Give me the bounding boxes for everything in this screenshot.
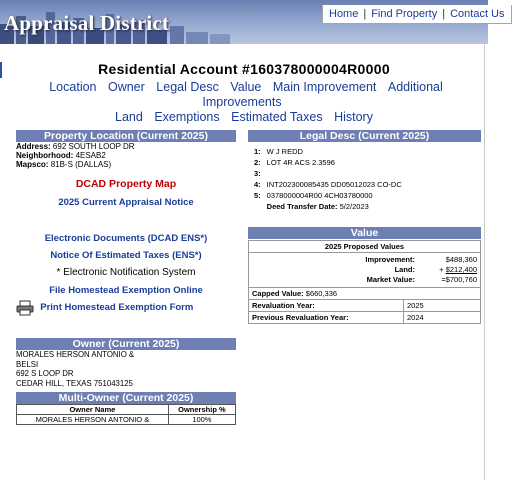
multi-owner-header: Multi-Owner (Current 2025): [16, 392, 236, 404]
owner-line: 692 S LOOP DR: [16, 369, 74, 378]
section-tabs: [14, 80, 474, 125]
appraisal-notice-wrap: [16, 197, 236, 208]
tab-owner[interactable]: Owner: [107, 80, 145, 94]
legal-line-num: 1:: [254, 147, 261, 156]
market-value: =$700,760: [441, 275, 477, 284]
capped-value: $660,336: [305, 289, 338, 298]
revaluation-year-value: 2025: [404, 300, 481, 312]
proposed-values-label: 2025 Proposed Values: [249, 241, 481, 253]
homestead-wrap: [16, 285, 236, 296]
legal-line: [248, 146, 402, 157]
deed-transfer-date: 5/2/2023: [339, 202, 369, 211]
legal-line-text: INT202300085435 DD05012023 CO-DC: [266, 180, 402, 189]
value-panel: [248, 227, 481, 324]
nav-find-property-link[interactable]: Find Property: [371, 8, 438, 20]
owner-name-column-header: Owner Name: [17, 405, 169, 415]
tab-land[interactable]: Land: [115, 110, 143, 124]
capped-value-label: Capped Value:: [252, 289, 304, 298]
tab-value[interactable]: Value: [230, 80, 262, 94]
previous-revaluation-value: 2024: [404, 312, 481, 324]
right-border-line: [484, 44, 485, 480]
property-location-panel: [16, 130, 236, 169]
neighborhood-label: Neighborhood:: [16, 151, 74, 160]
multi-owner-table: [16, 404, 236, 425]
print-homestead-link[interactable]: Print Homestead Exemption Form: [40, 302, 194, 314]
legal-desc-header: Legal Desc (Current 2025): [248, 130, 481, 142]
legal-desc-panel: [248, 130, 481, 212]
legal-line-num: 2:: [254, 158, 261, 167]
owner-line: BELSI: [16, 359, 39, 369]
legal-line: [248, 190, 402, 201]
map-link-wrap: [16, 178, 236, 190]
nav-separator: |: [442, 8, 446, 20]
ownership-pct-column-header: Ownership %: [168, 405, 235, 415]
owner-header: Owner (Current 2025): [16, 338, 236, 350]
neighborhood-value: 4ESAB2: [75, 151, 106, 160]
legal-line-text: LOT 4R ACS 2.3596: [266, 158, 335, 167]
nav-separator: |: [363, 8, 367, 20]
land-value: $212,400: [445, 265, 477, 274]
dcad-property-map-link[interactable]: DCAD Property Map: [75, 178, 177, 190]
notification-note: * Electronic Notification System: [56, 267, 196, 278]
land-plus-sign: +: [439, 265, 444, 274]
revaluation-year-label: Revaluation Year:: [249, 300, 404, 312]
legal-line-text: W J REDD: [266, 147, 303, 156]
property-location-header: Property Location (Current 2025): [16, 130, 236, 142]
estimated-taxes-notice-link[interactable]: Notice Of Estimated Taxes (ENS*): [50, 250, 202, 261]
tab-exemptions[interactable]: Exemptions: [154, 110, 220, 124]
printer-icon[interactable]: [16, 301, 34, 315]
nav-home-link[interactable]: Home: [329, 8, 359, 20]
owner-line: CEDAR HILL, TEXAS 751043125: [16, 378, 133, 388]
legal-line-num: 3:: [254, 169, 261, 178]
multi-owner-panel: [16, 392, 236, 425]
ownership-pct-cell: 100%: [168, 415, 235, 425]
tab-main-improvement[interactable]: Main Improvement: [272, 80, 377, 94]
electronic-docs-wrap: [16, 233, 236, 244]
market-value-label: Market Value:: [366, 275, 415, 284]
value-header: Value: [248, 227, 481, 239]
owner-name-cell: MORALES HERSON ANTONIO &: [17, 415, 169, 425]
legal-desc-lines: [248, 146, 402, 212]
deed-transfer-row: [248, 201, 402, 212]
address-label: Address:: [16, 142, 51, 151]
tab-legal-desc[interactable]: Legal Desc: [156, 80, 219, 94]
tab-estimated-taxes[interactable]: Estimated Taxes: [231, 110, 323, 124]
top-navigation: [322, 5, 512, 24]
value-table: [248, 240, 481, 324]
nav-contact-us-link[interactable]: Contact Us: [450, 8, 505, 20]
table-row: [17, 415, 236, 425]
tab-location[interactable]: Location: [49, 80, 97, 94]
deed-transfer-label: Deed Transfer Date:: [266, 202, 338, 211]
improvement-value: $488,360: [445, 255, 477, 264]
legal-line-num: 4:: [254, 180, 261, 189]
legal-line-text: [261, 168, 402, 179]
previous-revaluation-label: Previous Revaluation Year:: [249, 312, 404, 324]
print-homestead-wrap: [16, 301, 236, 315]
owner-line: MORALES HERSON ANTONIO &: [16, 350, 135, 359]
land-label: Land:: [394, 265, 415, 274]
file-homestead-link[interactable]: File Homestead Exemption Online: [49, 285, 203, 296]
legal-line-text: 0378000004R00 4CH03780000: [266, 191, 373, 200]
improvement-label: Improvement:: [365, 255, 415, 264]
tab-history[interactable]: History: [334, 110, 373, 124]
page-title: Residential Account #160378000004R0000: [98, 61, 390, 77]
address-value: 692 SOUTH LOOP DR: [52, 142, 135, 151]
owner-panel: [16, 338, 236, 388]
legal-line: [248, 168, 402, 179]
mapsco-value: 81B-S (DALLAS): [50, 160, 112, 169]
site-logo[interactable]: Appraisal District: [4, 11, 170, 35]
estimated-taxes-wrap: [16, 250, 236, 261]
appraisal-notice-link[interactable]: 2025 Current Appraisal Notice: [58, 197, 194, 208]
tab-additional-improvements[interactable]: Additional Improvements: [202, 80, 443, 109]
legal-line: [248, 157, 402, 168]
mapsco-label: Mapsco:: [16, 160, 49, 169]
legal-line-num: 5:: [254, 191, 261, 200]
legal-line: [248, 179, 402, 190]
electronic-documents-link[interactable]: Electronic Documents (DCAD ENS*): [44, 233, 208, 244]
